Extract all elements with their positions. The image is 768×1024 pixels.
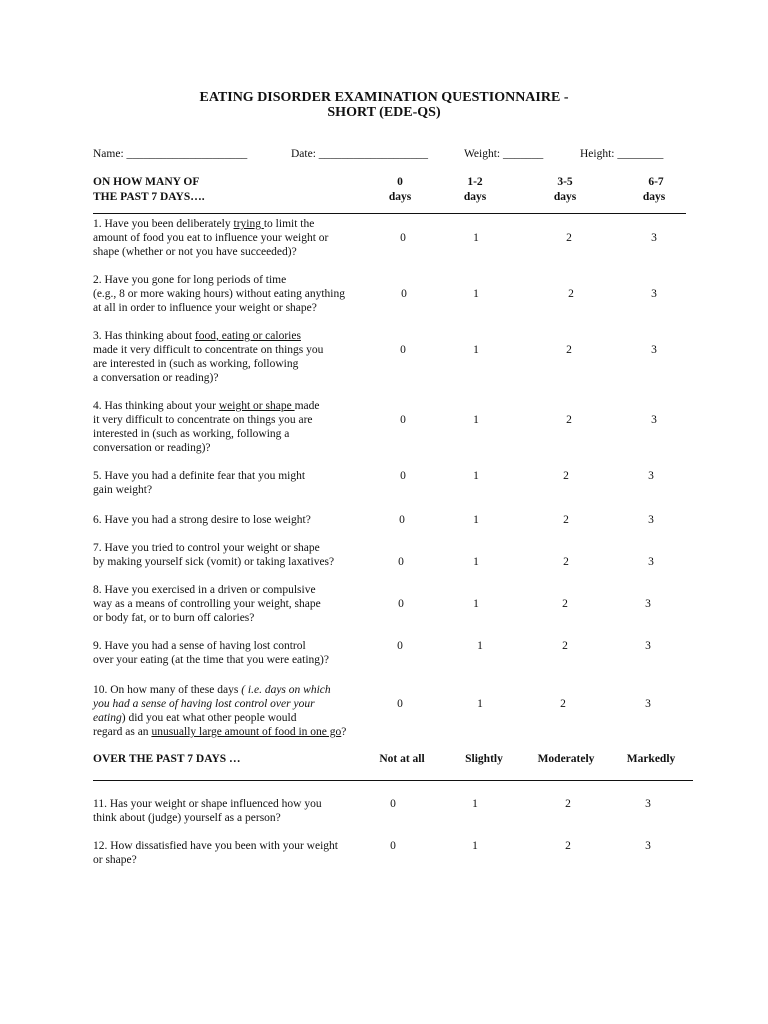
col-6-7-days-top: 6-7 xyxy=(648,176,664,188)
section1-question xyxy=(93,329,323,385)
score-option[interactable]: 0 xyxy=(399,514,405,526)
question-text-line: (e.g., 8 or more waking hours) without eating anything xyxy=(93,288,345,300)
question-text-line: a conversation or reading)? xyxy=(93,372,219,384)
score-option[interactable]: 1 xyxy=(472,840,478,852)
score-option[interactable]: 0 xyxy=(390,840,396,852)
score-option[interactable]: 3 xyxy=(648,470,654,482)
section1-question xyxy=(93,639,329,667)
score-option[interactable]: 3 xyxy=(645,840,651,852)
section2-question xyxy=(93,839,338,867)
score-option[interactable]: 0 xyxy=(397,640,403,652)
col-not-at-all: Not at all xyxy=(379,753,425,765)
question-text-line: or shape? xyxy=(93,854,137,866)
col-1-2-days-bottom: days xyxy=(463,191,487,203)
score-option[interactable]: 0 xyxy=(390,798,396,810)
question-text-line: 3. Has thinking about food, eating or calories xyxy=(93,330,301,342)
section1-question xyxy=(93,399,319,455)
score-option[interactable]: 0 xyxy=(400,470,406,482)
score-option[interactable]: 1 xyxy=(473,414,479,426)
score-option[interactable]: 3 xyxy=(651,232,657,244)
question-text-line: 8. Have you exercised in a driven or compulsive xyxy=(93,584,316,596)
question-text-line: amount of food you eat to influence your weight or xyxy=(93,232,329,244)
question-text-line: 4. Has thinking about your weight or shape made xyxy=(93,400,320,412)
question-text-line: interested in (such as working, following a xyxy=(93,428,290,440)
score-option[interactable]: 1 xyxy=(473,232,479,244)
score-option[interactable]: 0 xyxy=(400,232,406,244)
score-option[interactable]: 2 xyxy=(563,470,569,482)
score-option[interactable]: 2 xyxy=(568,288,574,300)
score-option[interactable]: 1 xyxy=(472,798,478,810)
question-text-line: way as a means of controlling your weight, shape xyxy=(93,598,321,610)
col-3-5-days-bottom: days xyxy=(553,191,577,203)
q10-score-3[interactable]: 3 xyxy=(645,698,651,710)
score-option[interactable]: 1 xyxy=(473,344,479,356)
col-1-2-days-top: 1-2 xyxy=(467,176,483,188)
score-option[interactable]: 1 xyxy=(473,288,479,300)
q10-score-2[interactable]: 2 xyxy=(560,698,566,710)
col-markedly: Markedly xyxy=(626,753,676,765)
score-option[interactable]: 1 xyxy=(477,640,483,652)
col-6-7-days-bottom: days xyxy=(642,191,666,203)
question-text-line: gain weight? xyxy=(93,484,153,496)
q10-score-1[interactable]: 1 xyxy=(477,698,483,710)
score-option[interactable]: 2 xyxy=(566,232,572,244)
score-option[interactable]: 1 xyxy=(473,556,479,568)
q10-text-4c: ? xyxy=(341,726,347,738)
score-option[interactable]: 2 xyxy=(563,514,569,526)
q10-text-4b: unusually large amount of food in one go xyxy=(151,726,342,738)
section1-question xyxy=(93,469,305,497)
title-line-1: EATING DISORDER EXAMINATION QUESTIONNAIRE - xyxy=(199,90,569,105)
section1-heading-line-1: ON HOW MANY OF xyxy=(93,176,200,188)
score-option[interactable]: 3 xyxy=(648,556,654,568)
col-0-days-top: 0 xyxy=(397,176,403,188)
score-option[interactable]: 2 xyxy=(562,640,568,652)
question-text-line: shape (whether or not you have succeeded)? xyxy=(93,246,297,258)
date-field[interactable]: Date: ___________________ xyxy=(291,148,429,160)
section1-divider xyxy=(93,213,686,214)
score-option[interactable]: 1 xyxy=(473,470,479,482)
score-option[interactable]: 2 xyxy=(566,414,572,426)
score-option[interactable]: 2 xyxy=(566,344,572,356)
height-field[interactable]: Height: ________ xyxy=(580,148,664,160)
section1-question xyxy=(93,217,328,259)
score-option[interactable]: 3 xyxy=(648,514,654,526)
section2-divider xyxy=(93,780,693,781)
score-option[interactable]: 3 xyxy=(645,598,651,610)
title-line-2: SHORT (EDE-QS) xyxy=(327,105,441,120)
section1-question xyxy=(93,541,334,569)
score-option[interactable]: 1 xyxy=(473,598,479,610)
score-option[interactable]: 3 xyxy=(651,414,657,426)
weight-field[interactable]: Weight: _______ xyxy=(464,148,544,160)
section1-heading-line-2: THE PAST 7 DAYS…. xyxy=(93,191,205,203)
question-text-line: 7. Have you tried to control your weight or shape xyxy=(93,542,320,554)
score-option[interactable]: 0 xyxy=(398,556,404,568)
question-text-line: 1. Have you been deliberately trying to limit the xyxy=(93,218,315,230)
score-option[interactable]: 1 xyxy=(473,514,479,526)
score-option[interactable]: 0 xyxy=(400,414,406,426)
score-option[interactable]: 3 xyxy=(651,344,657,356)
col-moderately: Moderately xyxy=(537,753,595,765)
section1-question xyxy=(93,513,311,527)
question-text-line: or body fat, or to burn off calories? xyxy=(93,612,255,624)
score-option[interactable]: 0 xyxy=(401,288,407,300)
score-option[interactable]: 2 xyxy=(565,840,571,852)
q10-text-3a: eating xyxy=(93,712,122,724)
q10-score-0[interactable]: 0 xyxy=(397,698,403,710)
col-slightly: Slightly xyxy=(465,753,503,765)
score-option[interactable]: 2 xyxy=(562,598,568,610)
score-option[interactable]: 2 xyxy=(565,798,571,810)
question-text-line: 9. Have you had a sense of having lost control xyxy=(93,640,306,652)
question-text-line: 12. How dissatisfied have you been with your weight xyxy=(93,840,338,852)
q10-text-2: you had a sense of having lost control over your xyxy=(93,698,315,710)
section1-question xyxy=(93,273,345,315)
q10-text-1b: ( i.e. days on which xyxy=(241,684,331,696)
question-text-line: made it very difficult to concentrate on things you xyxy=(93,344,324,356)
question-text-line: conversation or reading)? xyxy=(93,442,211,454)
score-option[interactable]: 2 xyxy=(563,556,569,568)
section2-heading: OVER THE PAST 7 DAYS … xyxy=(93,753,241,765)
score-option[interactable]: 0 xyxy=(398,598,404,610)
score-option[interactable]: 3 xyxy=(645,798,651,810)
question-text-line: 2. Have you gone for long periods of time xyxy=(93,274,287,286)
question-text-line: think about (judge) yourself as a person? xyxy=(93,812,281,824)
question-text-line: 11. Has your weight or shape influenced how you xyxy=(93,798,322,810)
question-text-line: over your eating (at the time that you were eating)? xyxy=(93,654,329,666)
question-10 xyxy=(93,683,346,739)
q10-text-4a: regard as an xyxy=(93,726,152,738)
score-option[interactable]: 0 xyxy=(400,344,406,356)
question-text-line: by making yourself sick (vomit) or taking laxatives? xyxy=(93,556,335,568)
name-field[interactable]: Name: _____________________ xyxy=(93,148,248,160)
score-option[interactable]: 3 xyxy=(651,288,657,300)
section1-question xyxy=(93,583,321,625)
col-3-5-days-top: 3-5 xyxy=(557,176,573,188)
question-text-line: it very difficult to concentrate on things you are xyxy=(93,414,313,426)
q10-text-1a: 10. On how many of these days xyxy=(93,684,242,696)
score-option[interactable]: 3 xyxy=(645,640,651,652)
question-text-line: 5. Have you had a definite fear that you might xyxy=(93,470,306,482)
question-text-line: are interested in (such as working, following xyxy=(93,358,299,370)
q10-text-3b: ) did you eat what other people would xyxy=(121,712,297,724)
question-text-line: 6. Have you had a strong desire to lose weight? xyxy=(93,514,311,526)
question-text-line: at all in order to influence your weight or shape? xyxy=(93,302,317,314)
col-0-days-bottom: days xyxy=(388,191,412,203)
section2-question xyxy=(93,797,322,825)
